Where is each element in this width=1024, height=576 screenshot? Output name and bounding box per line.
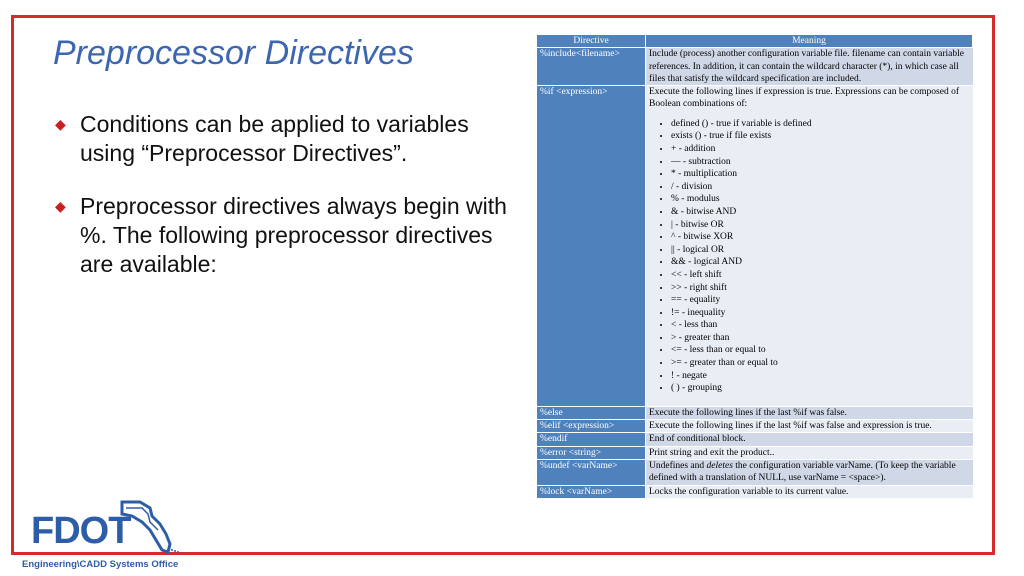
- operator-item: • >> - right shift: [671, 282, 970, 295]
- fdot-logo: [28, 496, 188, 556]
- table-header-row: [537, 35, 973, 48]
- operator-item: • <= - less than or equal to: [671, 344, 970, 357]
- bullet-text: Preprocessor directives always begin with %. The following preprocessor directives are available:: [80, 193, 507, 277]
- operator-item: • defined () - true if variable is defined: [671, 118, 970, 131]
- operator-item: • | - bitwise OR: [671, 219, 970, 232]
- meaning-part: the configuration variable varName. (To keep the variable defined with a translation of NULL, use varName = <space>).: [649, 461, 956, 484]
- footer-office: Engineering\CADD Systems Office: [22, 559, 179, 570]
- operator-item: • % - modulus: [671, 193, 970, 206]
- table-row: [537, 460, 973, 486]
- directive-name: %include<filename>: [537, 48, 646, 86]
- directive-meaning: [646, 460, 973, 486]
- directive-meaning: Locks the configuration variable to its current value.: [646, 485, 973, 498]
- directive-meaning: Execute the following lines if the last %if was false.: [646, 406, 973, 419]
- bullet-item: [55, 192, 525, 279]
- operator-item: • ! - negate: [671, 370, 970, 383]
- operator-list: [649, 118, 970, 395]
- operator-item: • << - left shift: [671, 269, 970, 282]
- operator-item: • exists () - true if file exists: [671, 130, 970, 143]
- table-row: [537, 433, 973, 446]
- directive-name: %endif: [537, 433, 646, 446]
- operator-item: • || - logical OR: [671, 244, 970, 257]
- directive-meaning: End of conditional block.: [646, 433, 973, 446]
- operator-item: • ^ - bitwise XOR: [671, 231, 970, 244]
- table-row: [537, 485, 973, 498]
- operator-item: • — - subtraction: [671, 156, 970, 169]
- florida-outline-icon: [120, 496, 180, 554]
- directive-name: %elif <expression>: [537, 420, 646, 433]
- table-row: [537, 420, 973, 433]
- directive-name: %else: [537, 406, 646, 419]
- directive-name: %lock <varName>: [537, 485, 646, 498]
- directive-meaning: Execute the following lines if the last %if was false and expression is true.: [646, 420, 973, 433]
- operator-item: • && - logical AND: [671, 256, 970, 269]
- operator-item: • + - addition: [671, 143, 970, 156]
- operator-item: • & - bitwise AND: [671, 206, 970, 219]
- table-row: [537, 446, 973, 459]
- directive-meaning-text: Execute the following lines if expression is true. Expressions can be composed of Boolean combinations of:: [649, 87, 959, 110]
- slide-title: Preprocessor Directives: [53, 34, 414, 72]
- header-meaning: Meaning: [646, 35, 973, 48]
- table-row: [537, 406, 973, 419]
- directive-meaning: Include (process) another configuration variable file. filename can contain variable references. In addition, it can contain the wildcard character (*), in which case all files that satisfy the wildcard specification are included.: [646, 48, 973, 86]
- directive-meaning: [646, 86, 973, 407]
- directive-meaning: Print string and exit the product..: [646, 446, 973, 459]
- operator-item: • >= - greater than or equal to: [671, 357, 970, 370]
- diamond-bullet-icon: ◆: [55, 198, 66, 214]
- table-row: [537, 48, 973, 86]
- operator-item: • > - greater than: [671, 332, 970, 345]
- diamond-bullet-icon: ◆: [55, 116, 66, 132]
- operator-item: • != - inequality: [671, 307, 970, 320]
- meaning-part: Undefines and: [649, 461, 707, 472]
- header-directive: Directive: [537, 35, 646, 48]
- directive-name: %if <expression>: [537, 86, 646, 407]
- operator-item: • * - multiplication: [671, 168, 970, 181]
- bullet-text: Conditions can be applied to variables using “Preprocessor Directives”.: [80, 111, 469, 166]
- operator-item: • == - equality: [671, 294, 970, 307]
- meaning-emphasis: deletes: [706, 461, 733, 472]
- table-row: [537, 86, 973, 407]
- operator-item: • ( ) - grouping: [671, 382, 970, 395]
- bullet-item: [55, 110, 525, 168]
- operator-item: • < - less than: [671, 319, 970, 332]
- logo-wordmark: FDOT: [31, 510, 131, 552]
- operator-item: • / - division: [671, 181, 970, 194]
- directives-table: [537, 35, 973, 498]
- directive-name: %error <string>: [537, 446, 646, 459]
- directive-name: %undef <varName>: [537, 460, 646, 486]
